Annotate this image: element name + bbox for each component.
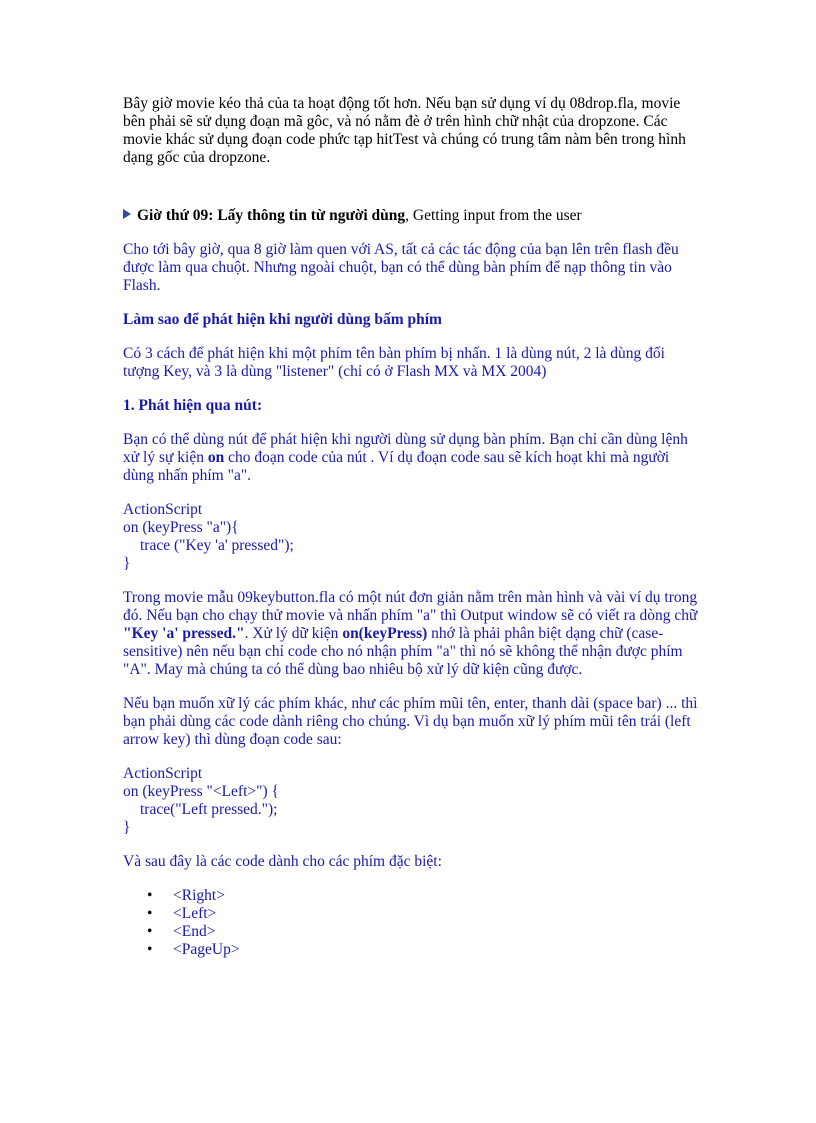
subheading [123, 311, 703, 329]
document-page [123, 95, 703, 959]
paragraph-example-part-b: . Xử lý dữ kiện [244, 625, 343, 642]
paragraph-intro-mouse: Cho tới bây giờ, qua 8 giờ làm quen với AS, tất cả các tác động của bạn lên trên flash đều được làm qua chuột. Nhưng ngoài chuột, bạn có thể dùng bàn phím để nạp thông tin vào Flash. [123, 241, 679, 294]
code-line: } [123, 819, 131, 836]
code-label: ActionScript [123, 501, 203, 518]
section-heading-text: 1. Phát hiện qua nút: [123, 397, 263, 414]
paragraph-key-list-intro: Và sau đây là các code dành cho các phím đặc biệt: [123, 853, 442, 870]
bullet-icon: • [147, 923, 153, 940]
hour-title-bold: Giờ thứ 09: Lấy thông tin từ người dùng [137, 207, 406, 224]
code-line: on (keyPress "a"){ [123, 519, 239, 536]
bold-on-keypress: on(keyPress) [342, 625, 428, 642]
code-line: trace ("Key 'a' pressed"); [140, 537, 294, 554]
paragraph-button [123, 431, 703, 485]
bold-key-pressed: "Key 'a' pressed." [123, 625, 245, 642]
list-item-text: <PageUp> [173, 941, 240, 958]
hour-heading [123, 207, 703, 225]
paragraph-button-part-a: Bạn có thể dùng nút để phát hiện khi người dùng sử dụng bàn phím. Bạn chỉ cần dùng lệnh xử lý sự kiện [123, 431, 688, 466]
code-label: ActionScript [123, 765, 203, 782]
hour-title-rest: , Getting input from the user [405, 207, 582, 224]
bullet-icon: • [147, 887, 153, 904]
paragraph-three-ways: Có 3 cách để phát hiện khi một phím tên bàn phím bị nhấn. 1 là dùng nút, 2 là dùng đối tượng Key, và 3 là dùng "listener" (chỉ có ở Flash MX và MX 2004) [123, 345, 665, 380]
list-item-text: <End> [173, 923, 216, 940]
paragraph-example [123, 589, 703, 679]
bullet-icon: • [147, 905, 153, 922]
keyword-on: on [207, 449, 225, 466]
special-keys-list [123, 887, 703, 959]
list-item [147, 887, 703, 905]
intro-paragraph: Bây giờ movie kéo thả của ta hoạt động tốt hơn. Nếu bạn sử dụng ví dụ 08drop.fla, movie bên phải sẽ sử dụng đoạn mã gôc, và nó nằm đè ở trên hình chữ nhật của dropzone. Các movie khác sử dụng đoạn code phức tạp hitTest và chúng có trung tâm nàm bên trong hình dạng gốc của dropzone. [123, 95, 686, 166]
bullet-icon: • [147, 941, 153, 958]
subheading-text: Làm sao để phát hiện khi người dùng bấm phím [123, 311, 442, 328]
paragraph-example-part-a: Trong movie mẫu 09keybutton.fla có một nút đơn giản nằm trên màn hình và vài ví dụ trong đó. Nếu bạn cho chạy thử movie và nhấn phím "a" thì Output window sẽ có viết ra dòng chữ [123, 589, 698, 624]
section-heading [123, 397, 703, 415]
list-item [147, 905, 703, 923]
list-item [147, 923, 703, 941]
code-block-1 [123, 501, 703, 573]
code-line: } [123, 555, 131, 572]
paragraph-button-part-b: cho đoạn code của nút . Ví dụ đoạn code sau sẽ kích hoạt khi mà người dùng nhấn phím "a". [123, 449, 670, 484]
code-line: trace("Left pressed."); [140, 801, 278, 818]
list-item-text: <Right> [173, 887, 225, 904]
arrow-bullet-icon [123, 209, 131, 219]
paragraph-special-keys: Nếu bạn muốn xữ lý các phím khác, như các phím mũi tên, enter, thanh dài (space bar) ... thì bạn phải dùng các code dành riêng cho chúng. Vì dụ bạn muốn xữ lý phím mũi tên trái (left arrow key) thì dùng đoạn code sau: [123, 695, 698, 748]
code-line: on (keyPress "<Left>") { [123, 783, 279, 800]
list-item-text: <Left> [173, 905, 217, 922]
list-item [147, 941, 703, 959]
paragraph-example-part-c: nhớ là phải phân biệt dạng chữ (case-sensitive) nên nếu bạn chỉ code cho nó nhận phím "a" thì nó sẽ không thể nhận được phím "A". May mà chúng ta có thể dùng bao nhiêu bộ xử lý dữ kiện cũng được. [123, 625, 683, 678]
content-body [123, 241, 703, 959]
code-block-2 [123, 765, 703, 837]
